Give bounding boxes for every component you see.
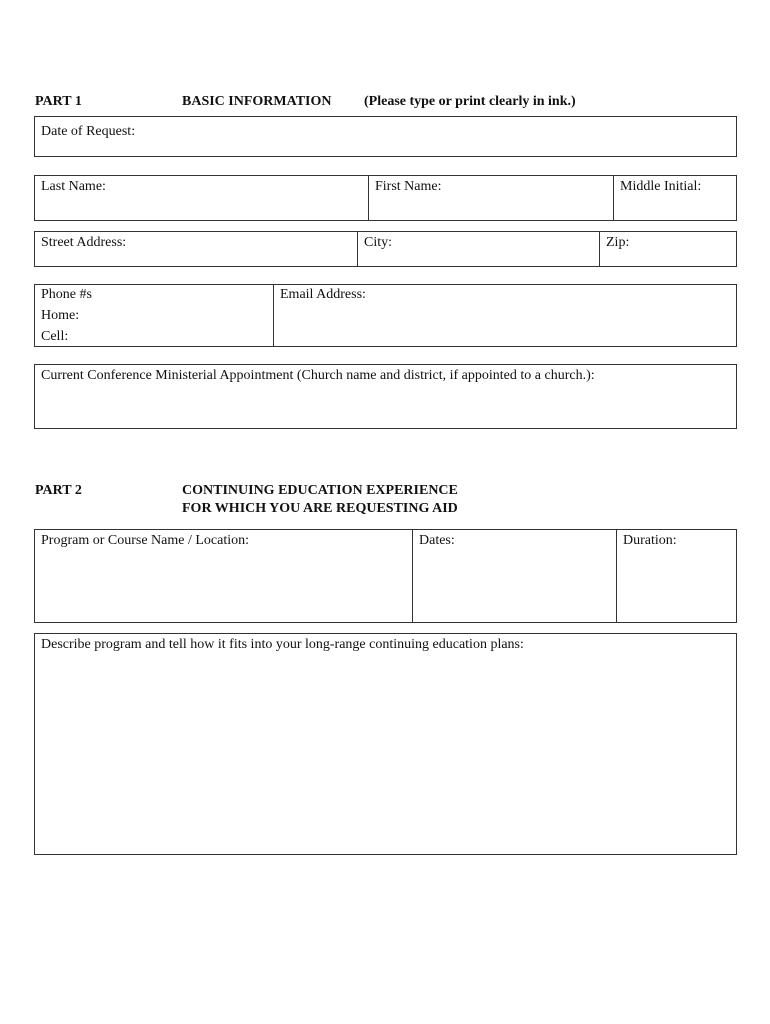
phone-home-label: Home: [41,308,80,323]
program-name-field[interactable] [35,530,412,622]
email-address-field[interactable] [273,285,736,346]
duration-field[interactable] [616,530,736,622]
first-name-label: First Name: [375,179,442,194]
last-name-label: Last Name: [41,179,106,194]
city-label: City: [364,235,393,250]
phone-title-label: Phone #s [41,287,92,302]
dates-field[interactable] [412,530,616,622]
street-address-label: Street Address: [41,235,127,250]
street-address-field[interactable] [35,232,357,266]
zip-field[interactable] [599,232,736,266]
phone-cell-label: Cell: [41,329,69,344]
address-row [34,231,737,267]
city-field[interactable] [357,232,599,266]
dates-label: Dates: [419,533,455,548]
part1-label: PART 1 [35,94,82,109]
phone-field[interactable] [35,285,273,346]
part1-title: BASIC INFORMATION [182,94,332,109]
zip-label: Zip: [606,235,630,250]
phone-email-row [34,284,737,347]
program-name-label: Program or Course Name / Location: [41,533,250,548]
date-of-request-label: Date of Request: [41,124,136,139]
describe-program-label: Describe program and tell how it fits into your long-range continuing education plans: [41,637,524,652]
email-address-label: Email Address: [280,287,366,302]
first-name-field[interactable] [368,176,613,220]
date-of-request-field[interactable] [34,116,737,157]
part2-label: PART 2 [35,483,82,498]
appointment-label: Current Conference Ministerial Appointment (Church name and district, if appointed to a church.): [41,368,595,383]
last-name-field[interactable] [35,176,368,220]
middle-initial-label: Middle Initial: [620,179,702,194]
program-row [34,529,737,623]
name-row [34,175,737,221]
middle-initial-field[interactable] [613,176,736,220]
duration-label: Duration: [623,533,677,548]
appointment-field[interactable] [34,364,737,429]
part1-instruction: (Please type or print clearly in ink.) [364,94,576,109]
describe-program-field[interactable] [34,633,737,855]
part2-title-line1: CONTINUING EDUCATION EXPERIENCE [182,483,458,498]
part2-title-line2: FOR WHICH YOU ARE REQUESTING AID [182,501,458,516]
